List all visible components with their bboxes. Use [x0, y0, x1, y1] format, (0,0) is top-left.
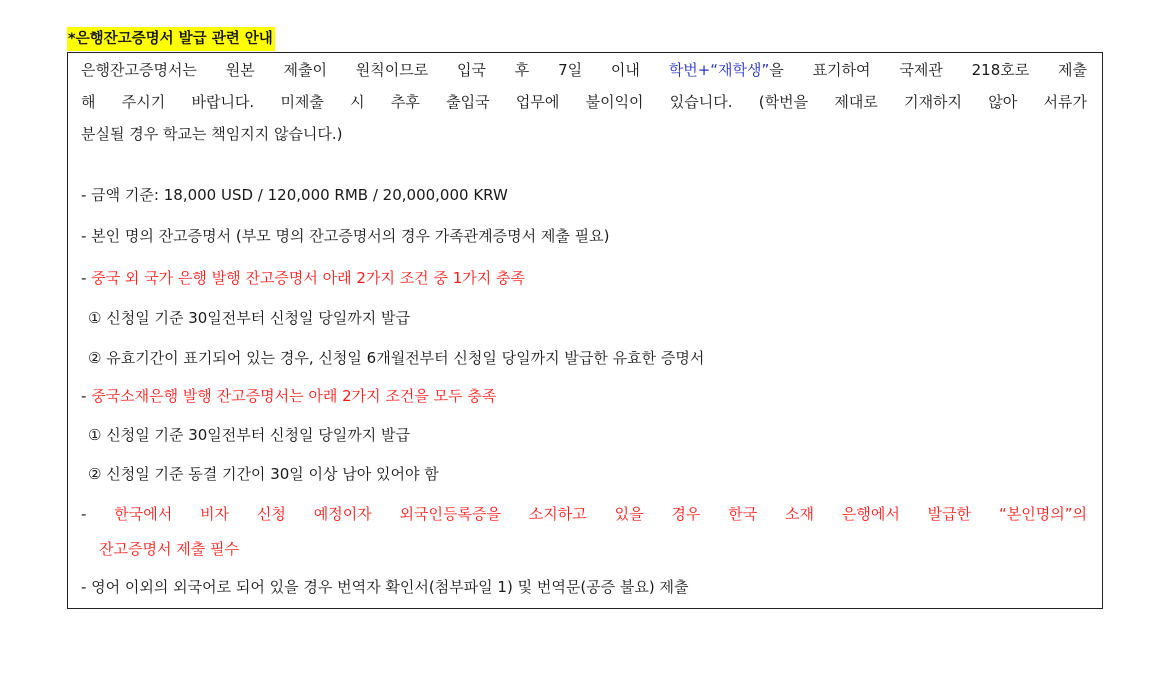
own-name-item: - 본인 명의 잔고증명서 (부모 명의 잔고증명서의 경우 가족관계증명서 제출 필요) [81, 227, 610, 245]
student-id-highlight: 학번+“재학생” [668, 61, 770, 79]
notice-box [67, 52, 1103, 609]
notice-heading: *은행잔고증명서 발급 관련 안내 [67, 27, 275, 51]
china-bank-text: 중국소재은행 발행 잔고증명서는 아래 2가지 조건을 모두 충족 [91, 387, 497, 405]
foreign-bank-condition-2: ② 유효기간이 표기되어 있는 경우, 신청일 6개월전부터 신청일 당일까지 발급한 유효한 증명서 [88, 349, 705, 367]
foreign-bank-item [81, 262, 525, 294]
translation-item: - 영어 이외의 외국어로 되어 있을 경우 번역자 확인서(첨부파일 1) 및 번역문(공증 불요) 제출 [81, 578, 689, 596]
intro-line-3: 분실될 경우 학교는 책임지지 않습니다.) [81, 125, 343, 143]
china-bank-condition-2: ② 신청일 기준 동결 기간이 30일 이상 남아 있어야 함 [88, 465, 439, 483]
intro-line-1-end: 을 표기하여 국제관 218호로 제출 [769, 61, 1087, 79]
foreign-bank-text: 중국 외 국가 은행 발행 잔고증명서 아래 2가지 조건 중 1가지 충족 [91, 269, 525, 287]
china-bank-item [81, 380, 496, 412]
intro-line-1 [81, 54, 1087, 86]
intro-line-2: 해 주시기 바랍니다. 미제출 시 추후 출입국 업무에 불이익이 있습니다. (학번을 제대로 기재하지 않아 서류가 [81, 93, 1087, 111]
china-bank-bullet: - [81, 387, 92, 405]
korea-text-1: 한국에서 비자 신청 예정이자 외국인등록증을 소지하고 있을 경우 한국 소재 은행에서 발급한 “본인명의”의 [114, 505, 1087, 523]
foreign-bank-bullet: - [81, 269, 92, 287]
amount-criteria: - 금액 기준: 18,000 USD / 120,000 RMB / 20,000,000 KRW [81, 186, 508, 204]
korea-item-line-1 [81, 498, 1087, 530]
korea-bullet: - [81, 505, 115, 523]
intro-line-1-start: 은행잔고증명서는 원본 제출이 원칙이므로 입국 후 7일 이내 [81, 61, 669, 79]
korea-item-line-2: 잔고증명서 제출 필수 [99, 540, 239, 558]
china-bank-condition-1: ① 신청일 기준 30일전부터 신청일 당일까지 발급 [88, 426, 410, 444]
foreign-bank-condition-1: ① 신청일 기준 30일전부터 신청일 당일까지 발급 [88, 309, 410, 327]
